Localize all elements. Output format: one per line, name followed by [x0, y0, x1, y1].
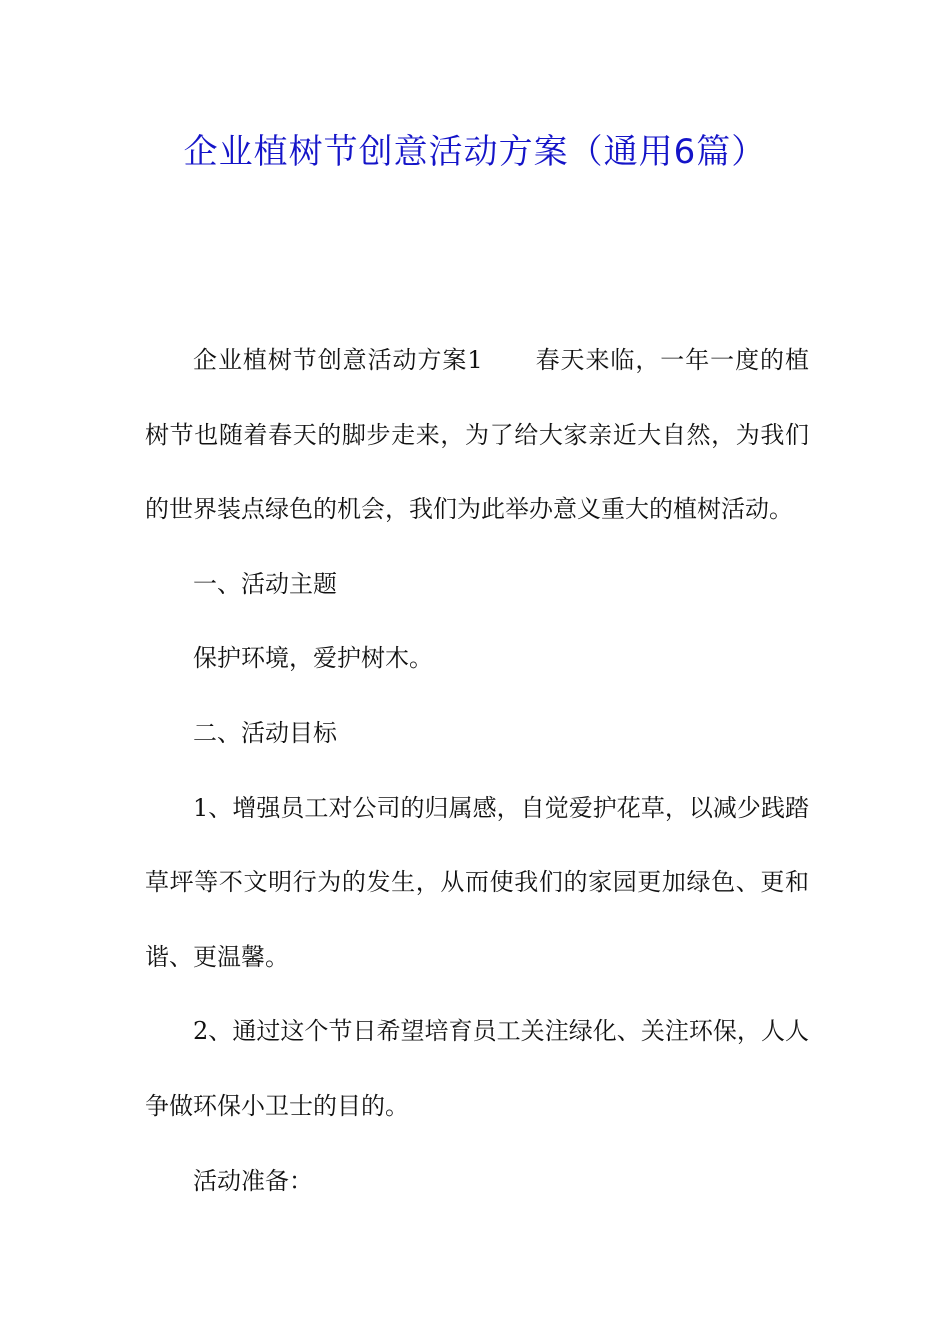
paragraph-text: 春天来临，一年一度的植 [534, 346, 809, 374]
paragraph-line [145, 340, 809, 415]
section-heading: 企业植树节创意活动方案1 [193, 346, 483, 374]
document-body [145, 340, 809, 1235]
paragraph-line: 2、通过这个节日希望培育员工关注绿化、关注环保，人人 [193, 1017, 809, 1046]
section-heading: 活动准备： [193, 1166, 313, 1195]
paragraph-line: 草坪等不文明行为的发生，从而使我们的家园更加绿色、更和 [145, 868, 809, 897]
section-heading: 二、活动目标 [193, 718, 337, 747]
paragraph-line: 争做环保小卫士的目的。 [145, 1091, 409, 1120]
section-heading: 一、活动主题 [193, 569, 337, 598]
paragraph-line: 的世界装点绿色的机会，我们为此举办意义重大的植树活动。 [145, 495, 793, 524]
paragraph-line: 保护环境，爱护树木。 [193, 644, 433, 673]
document-title: 企业植树节创意活动方案（通用6篇） [183, 132, 767, 172]
paragraph-line: 1、增强员工对公司的归属感，自觉爱护花草，以减少践踏 [193, 793, 809, 822]
paragraph-line: 树节也随着春天的脚步走来，为了给大家亲近大自然，为我们 [145, 420, 809, 449]
paragraph-line: 谐、更温馨。 [145, 942, 289, 971]
